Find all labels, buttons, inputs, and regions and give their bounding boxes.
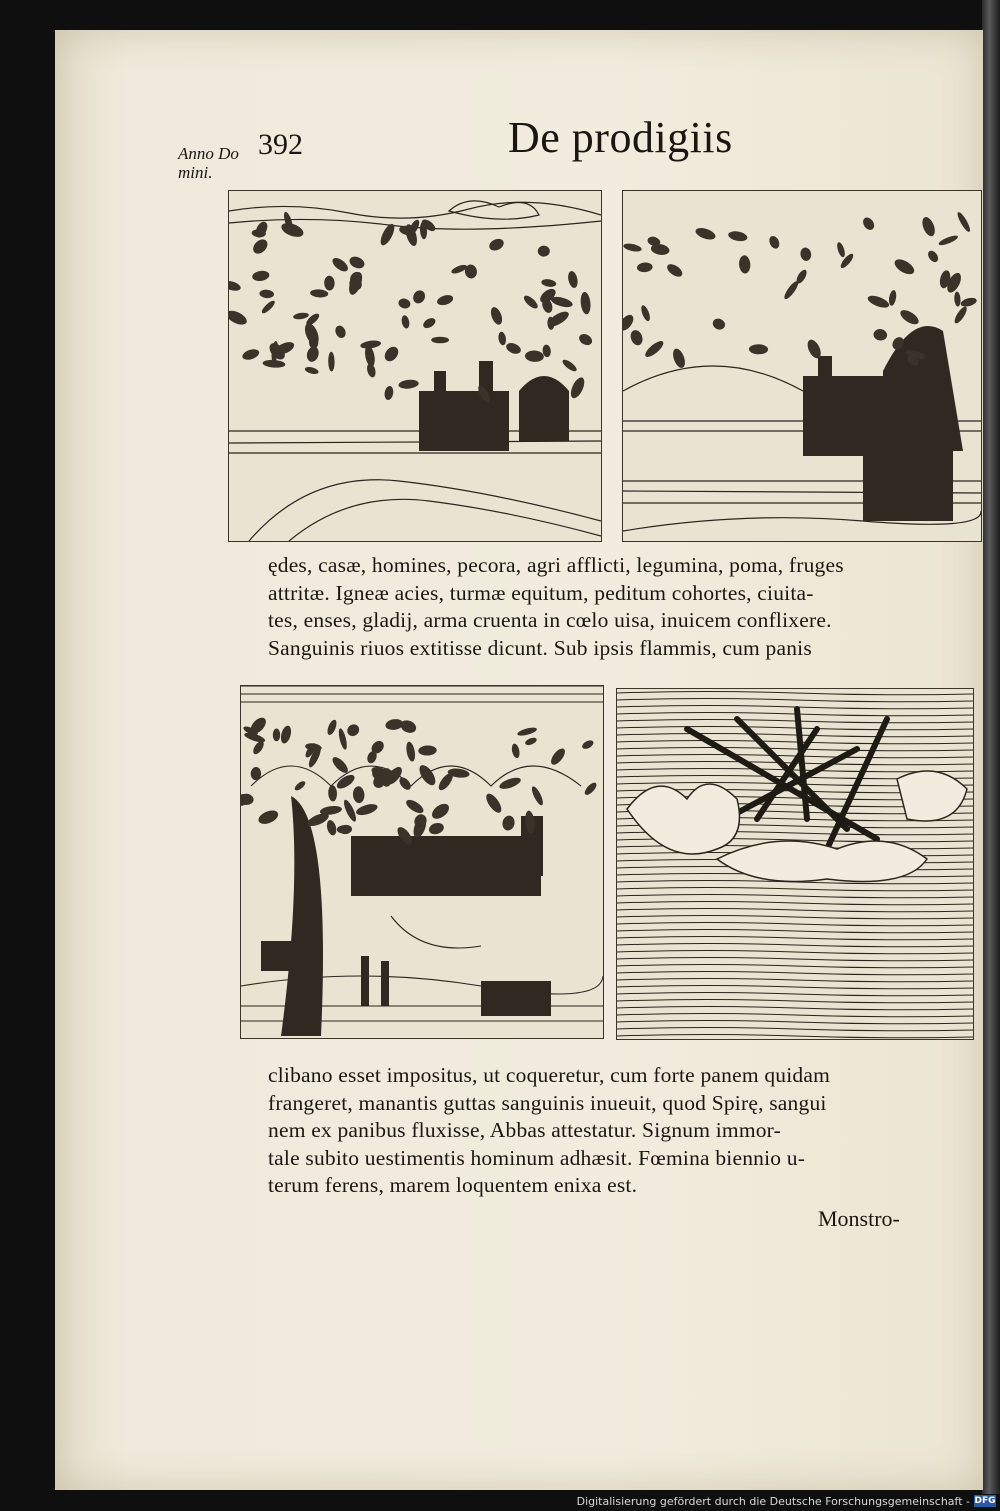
swarm-mark <box>229 279 242 293</box>
swarm-mark <box>567 270 579 289</box>
anno-line-2: mini. <box>178 163 213 182</box>
hatch-line <box>617 692 973 695</box>
swarm-mark <box>561 358 579 374</box>
swarm-mark <box>401 315 411 330</box>
swarm-mark <box>431 337 449 344</box>
woodcut-armies-image <box>241 686 603 1038</box>
swarm-mark <box>346 270 364 296</box>
swarm-mark <box>960 296 978 308</box>
swarm-mark <box>229 308 249 328</box>
swarm-mark <box>956 211 973 233</box>
swarm-mark <box>489 306 505 327</box>
swarm-mark <box>866 293 890 310</box>
text-line: attritæ. Igneæ acies, turmæ equitum, peditum cohortes, ciuita- <box>268 580 814 605</box>
hatch-line <box>617 1000 973 1003</box>
swarm-mark <box>530 785 545 807</box>
hatch-line <box>617 1035 973 1038</box>
swarm-mark <box>337 728 348 751</box>
swarm-mark <box>411 288 427 305</box>
swarm-mark <box>954 291 961 306</box>
text-block-1 <box>268 552 844 662</box>
hatch-line <box>617 748 973 751</box>
swarm-mark <box>671 347 687 369</box>
swarm-mark <box>836 241 847 258</box>
hatch-line <box>617 972 973 975</box>
swarm-mark <box>399 718 418 735</box>
swarm-mark <box>767 234 781 250</box>
swarm-mark <box>260 299 276 315</box>
swarm-mark <box>782 279 800 300</box>
woodcut-bottom-left <box>240 685 604 1039</box>
swarm-mark <box>497 331 506 346</box>
swarm-mark <box>310 289 329 298</box>
swarm-mark <box>938 234 959 247</box>
woodcut-castle-image <box>623 191 981 541</box>
swarm-mark <box>241 793 254 805</box>
swarm-mark <box>293 780 307 793</box>
hatch-line <box>617 1028 973 1031</box>
swarm-mark <box>505 341 523 356</box>
hatch-line <box>617 727 973 730</box>
swarm-mark <box>241 347 260 361</box>
swarm-mark <box>397 297 411 310</box>
swarm-mark <box>583 781 599 797</box>
hatch-line <box>617 734 973 737</box>
swarm-mark <box>548 746 567 767</box>
hatch-line <box>617 895 973 898</box>
swarm-mark <box>952 305 968 325</box>
swarm-mark <box>305 345 320 363</box>
swarm-mark <box>538 245 550 256</box>
swarm-mark <box>325 819 338 836</box>
swarm-mark <box>279 725 293 745</box>
swarm-mark <box>302 321 321 346</box>
hatch-line <box>617 1014 973 1017</box>
hatch-line <box>617 916 973 919</box>
swarm-mark <box>429 801 451 822</box>
swarm-mark <box>252 270 270 282</box>
swarm-mark <box>342 798 359 823</box>
swarm-mark <box>259 289 274 299</box>
swarm-mark <box>330 755 350 776</box>
swarm-mark <box>418 745 437 756</box>
footer-credit: Digitalisierung gefördert durch die Deutsche Forschungsgemeinschaft - <box>576 1495 970 1508</box>
swarm-mark <box>711 317 727 332</box>
text-line: nem ex panibus fluxisse, Abbas attestatur. Signum immor- <box>268 1118 781 1142</box>
swarm-mark <box>738 255 750 274</box>
swarm-mark <box>749 344 768 354</box>
text-line: frangeret, manantis guttas sanguinis inueuit, quod Spirę, sangui <box>268 1090 827 1115</box>
swarm-mark <box>799 247 812 262</box>
text-line: tes, enses, gladij, arma cruenta in cœlo uisa, inuicem conflixere. <box>268 608 832 632</box>
swarm-mark <box>525 350 544 362</box>
hatch-line <box>617 979 973 982</box>
swarm-mark <box>382 344 401 364</box>
swarm-mark <box>637 262 653 273</box>
swarm-mark <box>483 791 504 815</box>
dfg-logo-icon: DFG <box>974 1496 996 1506</box>
swarm-mark <box>405 741 417 762</box>
swarm-mark <box>665 262 684 280</box>
swarm-mark <box>333 324 347 340</box>
woodcut-bottom-right <box>616 688 974 1040</box>
swarm-mark <box>629 328 645 346</box>
swarm-mark <box>355 802 379 817</box>
swarm-mark <box>384 385 395 400</box>
hatch-line <box>617 944 973 947</box>
swarm-mark <box>250 237 270 257</box>
hatch-line <box>617 923 973 926</box>
text-line: tale subito uestimentis hominum adhæsit. Fœmina biennio u- <box>268 1145 806 1170</box>
swarm-mark <box>623 312 636 333</box>
swarm-mark <box>416 763 438 788</box>
swarm-mark <box>926 249 940 264</box>
swarm-mark <box>366 363 377 379</box>
hatch-line <box>617 909 973 912</box>
swarm-mark <box>643 339 666 360</box>
swarm-mark <box>293 312 310 320</box>
swarm-mark <box>256 808 280 827</box>
swarm-mark <box>436 293 455 307</box>
hatch-line <box>617 965 973 968</box>
swarm-mark <box>352 786 365 804</box>
hatch-line <box>617 1007 973 1010</box>
swarm-mark <box>541 278 557 288</box>
hatch-line <box>617 1021 973 1024</box>
text-block-2 <box>268 1062 830 1200</box>
swarm-mark <box>273 729 280 742</box>
hatch-line <box>617 986 973 989</box>
swarm-mark <box>577 332 594 348</box>
swarm-mark <box>328 352 335 372</box>
text-line: terum ferens, marem loquentem enixa est. <box>268 1173 638 1197</box>
swarm-mark <box>279 220 305 239</box>
swarm-mark <box>335 772 357 791</box>
text-line: Sanguinis riuos extitisse dicunt. Sub ipsis flammis, cum panis <box>268 635 812 660</box>
swarm-mark <box>581 739 595 751</box>
swarm-mark <box>501 815 516 832</box>
swarm-mark <box>404 797 426 815</box>
text-line: clibano esset impositus, ut coqueretur, cum forte panem quidam <box>268 1063 831 1087</box>
swarm-mark <box>421 316 437 330</box>
woodcut-weapons-image <box>617 689 973 1039</box>
swarm-mark <box>498 775 522 791</box>
swarm-mark <box>348 254 367 270</box>
swarm-mark <box>324 276 335 291</box>
swarm-mark <box>640 304 652 322</box>
swarm-mark <box>892 256 916 277</box>
running-title: De prodigiis <box>508 113 733 162</box>
hatch-line <box>617 958 973 961</box>
woodcut-swarm-image <box>229 191 601 541</box>
swarm-mark <box>522 294 540 311</box>
swarm-mark <box>328 785 338 802</box>
swarm-mark <box>524 736 538 746</box>
swarm-mark <box>727 230 748 243</box>
swarm-mark <box>345 722 362 739</box>
book-edge <box>982 0 1000 1511</box>
hatch-line <box>617 951 973 954</box>
swarm-mark <box>330 255 350 274</box>
swarm-mark <box>511 743 521 759</box>
hatch-line <box>617 741 973 744</box>
anno-line-1: Anno Do <box>178 144 239 163</box>
swarm-mark <box>623 242 642 253</box>
catchword: Monstro- <box>818 1206 900 1231</box>
hatch-line <box>617 888 973 891</box>
hatch-line <box>617 902 973 905</box>
swarm-mark <box>487 237 505 253</box>
hatch-line <box>617 699 973 702</box>
text-line: ędes, casæ, homines, pecora, agri afflicti, legumina, poma, fruges <box>268 553 844 577</box>
hatch-line <box>617 937 973 940</box>
anno-domini-note <box>178 144 239 182</box>
swarm-mark <box>304 366 319 375</box>
swarm-mark <box>920 215 937 238</box>
swarm-mark <box>326 719 339 737</box>
swarm-mark <box>580 291 592 314</box>
swarm-mark <box>517 726 538 737</box>
swarm-mark <box>568 375 587 400</box>
swarm-mark <box>888 290 897 307</box>
woodcut-top-right <box>622 190 982 542</box>
swarm-mark <box>861 215 877 232</box>
swarm-mark <box>397 775 413 792</box>
hatch-line <box>617 930 973 933</box>
swarm-mark <box>428 821 446 836</box>
woodcut-top-left <box>228 190 602 542</box>
swarm-mark <box>873 328 888 341</box>
swarm-mark <box>398 379 419 390</box>
page-number: 392 <box>258 128 303 161</box>
swarm-mark <box>898 307 921 327</box>
hatch-line <box>617 993 973 996</box>
swarm-mark <box>694 226 717 242</box>
